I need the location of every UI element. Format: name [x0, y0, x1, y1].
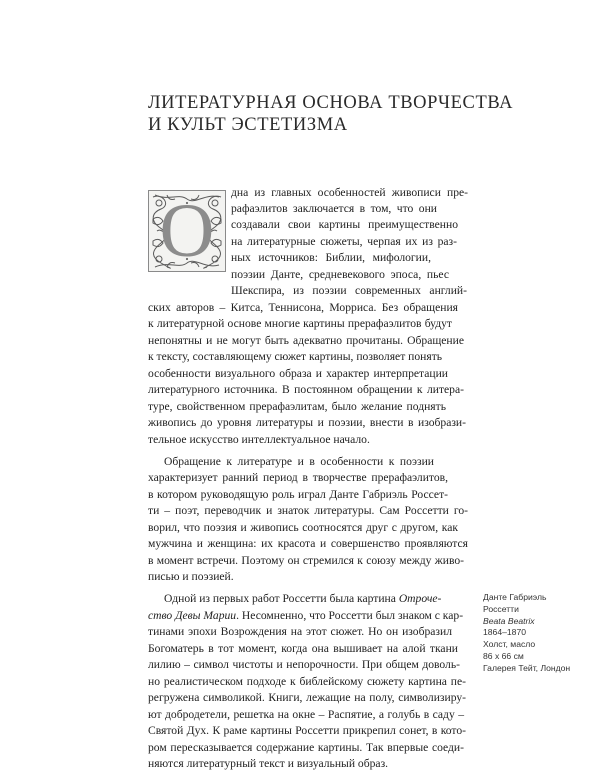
- p1-line: поэзии Данте, средневекового эпоса, пьес: [231, 268, 449, 281]
- painting-title-italic: Отроче-: [398, 592, 442, 605]
- p1-line: литературного источника. В постоянном обращении к литера-: [148, 383, 464, 396]
- p1-line: особенности визуального образа и характер интерпретации: [148, 367, 448, 380]
- caption-location: Галерея Тейт, Лондон: [483, 662, 571, 673]
- p2-line: в котором руководящую роль играл Данте Габриэль Россет-: [148, 488, 448, 501]
- p1-line: создавали свои картины преимущественно: [231, 218, 458, 231]
- p1-line: на литературные сюжеты, черпая их из раз-: [231, 235, 457, 248]
- p3-line: [164, 591, 441, 608]
- p3-line: Богоматерь в тот момент, когда она вышивает на алой ткани: [148, 642, 458, 655]
- caption-artist-line-2: Россетти: [483, 603, 519, 614]
- p1-line: к литературной основе многие картины прерафаэлитов будут: [148, 317, 452, 330]
- p1-line: Шекспира, из поэзии современных англий-: [231, 284, 467, 297]
- p1-line: живопись до уровня литературы и поэзии, внести в изобрази-: [148, 416, 466, 429]
- p3-line: но реалистическом подходе к библейскому сюжету картина пе-: [148, 675, 466, 688]
- p2-line: ти – поэт, переводчик и знаток литературы. Сам Россетти го-: [148, 504, 468, 517]
- p3-line2-text: . Несомненно, что Россетти был знаком с кар-: [236, 609, 464, 622]
- p3-line: Святой Дух. К раме картины Россетти прикрепил сонет, в кото-: [148, 724, 466, 737]
- caption-work-title: Beata Beatrix: [483, 615, 535, 626]
- p2-line: писью и поэзией.: [148, 570, 234, 583]
- p3-line: регружена символикой. Книги, лежащие на полу, символизиру-: [148, 691, 466, 704]
- caption-medium: Холст, масло: [483, 639, 536, 650]
- p3-line: [148, 608, 463, 625]
- p2-line: мужчина и женщина: их красота и совершенство проявляются: [148, 537, 468, 550]
- p2-line: Обращение к литературе и в особенности к поэзии: [164, 455, 434, 468]
- p3-line: лилию – символ чистоты и непорочности. При общем доволь-: [148, 658, 460, 671]
- caption-artist-line-1: Данте Габриэль: [483, 592, 547, 602]
- drop-cap: [148, 190, 226, 272]
- p2-line: в момент встречи. Поэтому он стремился к союзу между живо-: [148, 554, 464, 567]
- drop-cap-letter: О: [159, 190, 215, 272]
- p2-line: характеризует ранний период в творчестве прерафаэлитов,: [148, 471, 448, 484]
- p3-line1-text: Одной из первых работ Россетти была картина: [164, 592, 399, 605]
- p2-line: ворил, что поэзия и живопись соотносятся друг с другом, как: [148, 521, 458, 534]
- artwork-caption: [483, 592, 593, 675]
- p1-line: рафаэлитов заключается в том, что они: [231, 202, 437, 215]
- p1-line: туре, свойственном прерафаэлитам, было желание поднять: [148, 400, 446, 413]
- p3-line: ют добродетели, решетка на окне – Распятие, а голубь в саду –: [148, 708, 464, 721]
- chapter-title: [148, 92, 548, 136]
- p3-line: няются литературный текст и визуальный образ.: [148, 757, 389, 770]
- p1-line: дна из главных особенностей живописи пре-: [231, 186, 468, 199]
- chapter-title-line-2: И КУЛЬТ ЭСТЕТИЗМА: [148, 115, 348, 135]
- painting-title-italic: ство Девы Марии: [148, 609, 237, 622]
- p1-line: ских авторов – Китса, Теннисона, Морриса. Без обращения: [148, 301, 458, 314]
- p3-line: ром пересказывается содержание картины. Так впервые соеди-: [148, 741, 464, 754]
- caption-dimensions: 86 х 66 см: [483, 650, 524, 661]
- chapter-title-line-1: ЛИТЕРАТУРНАЯ ОСНОВА ТВОРЧЕСТВА: [148, 93, 514, 113]
- p1-line: к тексту, составляющему сюжет картины, позволяет понять: [148, 350, 443, 363]
- p3-line: тинами эпохи Возрождения на этот сюжет. Но он изобразил: [148, 625, 452, 638]
- p1-line: непонятны и не могут быть адекватно прочитаны. Обращение: [148, 334, 464, 347]
- p1-line: тельное искусство интеллектуальное начало.: [148, 433, 370, 446]
- p1-line: ных источников: Библии, мифологии,: [231, 251, 431, 264]
- caption-years: 1864–1870: [483, 627, 527, 638]
